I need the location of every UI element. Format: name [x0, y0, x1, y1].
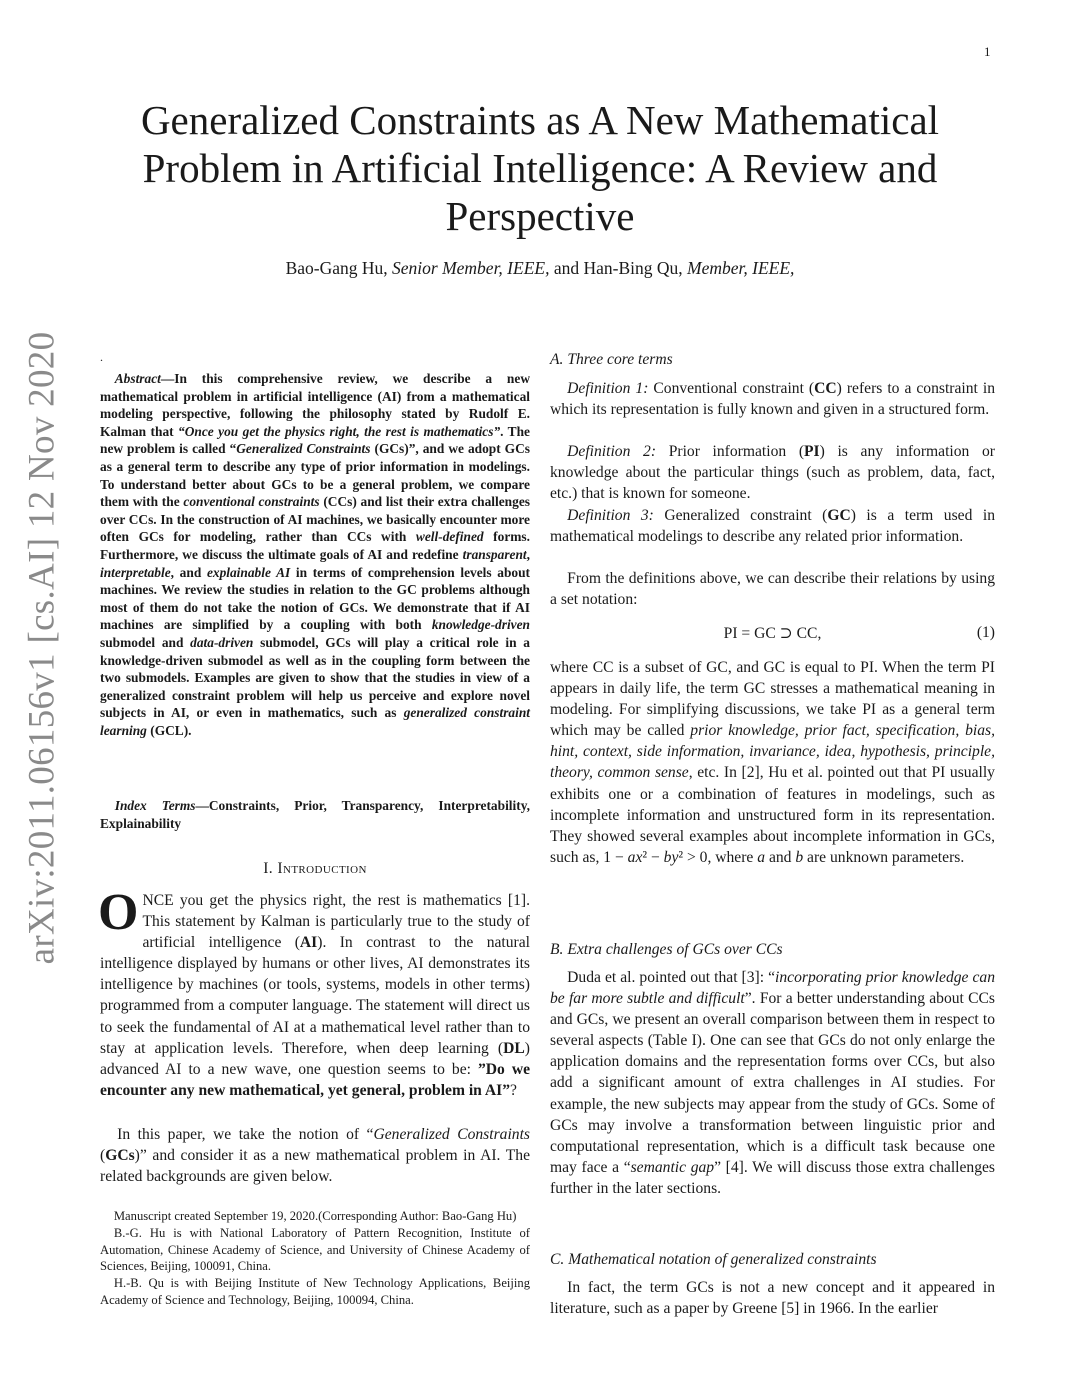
text-run: Conventional constraint ( — [648, 380, 815, 397]
title-line: Problem in Artificial Intelligence: A Review and — [142, 145, 938, 191]
text-run: Member, IEEE, — [687, 258, 795, 278]
text-run: Duda et al. pointed out that [3]: “ — [567, 969, 776, 986]
intro-text — [98, 884, 531, 1099]
text-run: ) is a term used in mathematical modelings to describe any related prior information. — [550, 507, 996, 546]
footnotes — [100, 1208, 530, 1309]
definitions-relation-paragraph — [550, 568, 995, 610]
text-run: ² − — [642, 848, 664, 866]
text-run: ”. For a better understanding about CCs and GCs, we present an overall comparison between them in respect to several aspects (Table I). One can see that GCs do not only enlarge the application domains and the representation forms over CCs, but also add a significant amount of extra challenges in AI studies. For example, the new subjects may appear from the study of GCs. Some of GCs may involve a transformation between linguistic prior and computational representation, which is a difficult task because one may face a “ — [550, 990, 995, 1176]
title-line: Perspective — [445, 193, 635, 239]
text-run: Definition 2: — [567, 443, 657, 460]
abstract-dot: . — [100, 350, 103, 364]
text-run: and — [765, 848, 796, 866]
subsection-heading-b: B. Extra challenges of GCs over CCs — [550, 941, 783, 958]
text-run: b — [795, 848, 804, 866]
text-run: ” [4]. We will discuss those extra challenges further in the later sections. — [550, 1158, 995, 1197]
text-run: , — [526, 546, 530, 562]
text-run: Generalized Constraints — [236, 441, 371, 457]
paper-title — [90, 96, 990, 240]
subsection-heading-a: A. Three core terms — [550, 351, 673, 368]
text-run: submodel and — [100, 634, 191, 650]
definition-3 — [550, 505, 995, 547]
text-run: ”Do we encounter any new mathematical, yet general, problem in AI” — [100, 1060, 531, 1099]
text-run: NCE you get the physics right, the rest is mathematics [1]. This statement by Kalman is particularly true to the study of artificial intelligence ( — [142, 892, 530, 952]
text-run: are unknown parameters. — [803, 848, 965, 866]
footnote: Manuscript created September 19, 2020.(Corresponding Author: Bao-Gang Hu) — [113, 1209, 517, 1223]
equation-number: (1) — [976, 624, 995, 641]
text-run: —Constraints, Prior, Transparency, Interpretability, Explainability — [100, 798, 530, 831]
intro-paragraph-1 — [98, 884, 531, 1101]
text-run: (GCL). — [146, 722, 192, 738]
in-fact-paragraph — [550, 1277, 995, 1319]
text-run: knowledge-driven — [431, 617, 530, 633]
text-run: forms. Furthermore, we discuss the ultimate goals of AI and redefine — [100, 529, 530, 562]
text-run: a — [757, 848, 766, 866]
text-run: , and — [170, 564, 207, 580]
text-run: GC — [827, 507, 851, 524]
index-terms — [100, 797, 530, 832]
duda-paragraph — [550, 967, 995, 1199]
text-run: ). In contrast to the natural intelligence displayed by humans or other lives, AI demonstrates its intelligence by machines (or tools, systems, models in other terms) programmed from a computer language. The statement will direct us to seek the fundamental of AI at a mathematical level rather than to stay at application levels. Therefore, when deep learning ( — [100, 934, 530, 1057]
text-run: CC — [814, 380, 837, 397]
text-run: conventional constraints — [183, 494, 320, 510]
text-run: . The new problem is called “ — [100, 423, 530, 457]
text-run: and Han-Bing Qu, — [549, 258, 688, 278]
text-run: ? — [510, 1081, 517, 1099]
text-run: where CC is a subset of GC, and GC is equal to PI. When the term PI appears in daily life, the term GC stresses a mathematical meaning in modeling. For simplifying discussions, we take PI as a general term which may be called — [550, 659, 995, 740]
text-run: PI — [804, 443, 820, 460]
author-line — [90, 258, 990, 279]
definition-1 — [550, 378, 995, 420]
text-run: In this paper, we take the notion of “ — [117, 1126, 374, 1143]
text-run: DL — [503, 1039, 525, 1057]
text-run: prior knowledge, prior fact, specification, bias, hint, context, side information, invariance, idea, hypothesis, principle, theory, common sense — [550, 722, 995, 782]
text-run: ) is any information or knowledge about the particular things (such as problem, data, fact, etc.) that is known for someone. — [550, 443, 995, 503]
drop-cap: O — [98, 884, 139, 941]
definition-2 — [550, 441, 995, 504]
text-run: GCs — [105, 1147, 135, 1165]
text-run: Generalized Constraints — [373, 1126, 530, 1143]
text-run: “Once you get the physics right, the rest is mathematics” — [178, 423, 501, 439]
text-run: well-defined — [415, 529, 484, 545]
text-run: (CCs) and list their extra challenges over CCs. In the construction of AI machines, we basically encounter more often GCs for modeling, rather than CCs with — [100, 494, 530, 545]
title-line: Generalized Constraints as A New Mathematical — [140, 97, 940, 143]
text-run: In fact, the term GCs is not a new concept and it appeared in literature, such as a paper by Greene [5] in 1966. In the earlier — [550, 1279, 995, 1318]
text-run: Senior Member, IEEE, — [392, 258, 550, 278]
text-run: From the definitions above, we can describe their relations by using a set notation: — [550, 570, 995, 609]
abstract — [100, 370, 530, 739]
text-run: Abstract — [114, 371, 161, 386]
arxiv-stamp: arXiv:2011.06156v1 [cs.AI] 12 Nov 2020 — [21, 331, 63, 965]
section-heading-introduction: I. Introduction — [263, 860, 367, 877]
subsection-heading-c: C. Mathematical notation of generalized constraints — [550, 1251, 877, 1268]
text-run: semantic gap — [630, 1158, 715, 1176]
text-run: ² > 0, where — [678, 848, 758, 866]
text-run: ax — [627, 848, 643, 866]
text-run: transparent — [462, 546, 527, 562]
text-run: explainable AI — [206, 564, 291, 580]
text-run: Definition 1: — [567, 380, 649, 397]
text-run: )” and consider it as a new mathematical problem in AI. The related backgrounds are given below. — [100, 1147, 530, 1186]
page-number: 1 — [984, 44, 991, 59]
footnote: B.-G. Hu is with National Laboratory of Pattern Recognition, Institute of Automation, Chinese Academy of Science, and University of Chinese Academy of Sciences, Beijing, 100091, China. — [100, 1225, 530, 1274]
where-paragraph — [550, 657, 995, 868]
text-run: AI — [299, 934, 318, 952]
intro-paragraph-2 — [100, 1124, 530, 1187]
text-run: Prior information ( — [656, 443, 805, 460]
text-run: generalized constraint learning — [100, 705, 530, 738]
text-run: Generalized constraint ( — [653, 507, 828, 524]
text-run: , etc. In [2], Hu et al. pointed out that PI usually exhibits one or a combination of features in modelings, such as incomplete information and unstructured form in its representation. They showed several examples about incomplete information in GCs, such as, 1 − — [550, 764, 995, 866]
text-run: Index Terms — [114, 798, 196, 813]
text-run: Bao-Gang Hu, — [285, 258, 392, 278]
text-run: —In this comprehensive review, we describe a new mathematical problem in artificial intelligence (AI) from a mathematical modeling perspective, following the philosophy stated by Rudolf E. Kalman that — [100, 371, 530, 439]
text-run: by — [663, 848, 679, 866]
text-run: ) refers to a constraint in which its representation is fully known and given in a structured form. — [550, 380, 995, 419]
text-run: submodel, GCs will play a critical role in a knowledge-driven submodel as well as in the coupling form between the two submodels. Examples are given to show that the studies in view of a generalized constraint problem will help us perceive and explore novel subjects in AI, or even in mathematics, such as — [100, 634, 530, 721]
text-run: in terms of comprehension levels about machines. We review the studies in relation to the GC problems although most of them do not take the notion of GCs. We demonstrate that if AI machines are simplified by a coupling with both — [100, 564, 530, 633]
text-run: (GCs)”, and we adopt GCs as a general term to describe any type of prior information in modelings. To understand better about GCs to be a general problem, we compare them with the — [100, 441, 530, 510]
equation-text: PI = GC ⊃ CC, — [723, 625, 822, 642]
text-run: ) advanced AI to a new wave, one question seems to be: — [100, 1039, 530, 1078]
text-run: Definition 3: — [567, 507, 654, 524]
text-run: incorporating prior knowledge can be far more subtle and difficult — [550, 969, 995, 1008]
text-run: interpretable — [100, 564, 171, 580]
text-run: ( — [100, 1147, 106, 1165]
footnote: H.-B. Qu is with Beijing Institute of New Technology Applications, Beijing Academy of Science and Technology, Beijing, 100094, China. — [100, 1276, 530, 1307]
text-run: data-driven — [190, 634, 254, 650]
